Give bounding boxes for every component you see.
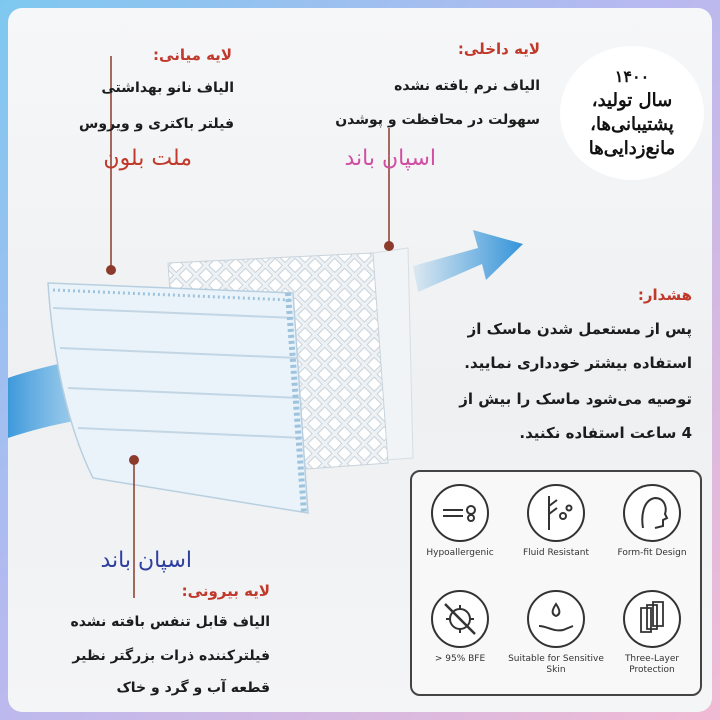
stamp-line-2: پشتیبانی‌ها، [590, 114, 674, 135]
feature-bfe [412, 590, 508, 665]
outer-layer-title: لایه بیرونی: [181, 582, 270, 600]
outer-layer-line-3: قطعه آب و گرد و خاک [116, 680, 270, 696]
bfe-caption: > 95% BFE [434, 654, 486, 664]
inner-layer-dot [384, 241, 394, 251]
feature-fluid-resistant [508, 484, 604, 559]
slogan-stamp [560, 46, 704, 180]
sensitive-skin-caption: Suitable for Sensitive Skin [508, 654, 604, 675]
three-layer-icon [623, 590, 681, 648]
outer-layer-dot [129, 455, 139, 465]
inner-layer-line-1: الیاف نرم بافته نشده [394, 78, 540, 94]
middle-layer-title: لایه میانی: [153, 46, 232, 64]
feature-form-fit [604, 484, 700, 559]
inner-layer-title: لایه داخلی: [457, 40, 540, 58]
three-layer-caption: Three-Layer Protection [624, 654, 680, 675]
slogan-stamp-text [589, 65, 675, 161]
middle-layer-dot [106, 265, 116, 275]
feature-three-layer [604, 590, 700, 676]
middle-layer-line-1: الیاف نانو بهداشتی [101, 80, 234, 96]
form-fit-caption: Form-fit Design [617, 548, 687, 558]
feature-hypoallergenic [412, 484, 508, 559]
stamp-line-1: سال تولید، [591, 90, 673, 111]
warning-title: هشدار: [637, 286, 692, 304]
fluid-resistant-icon [527, 484, 585, 542]
stamp-line-3: مانع‌زدایی‌ها [588, 138, 676, 159]
warning-line-4: 4 ساعت استفاده نکنید. [519, 424, 692, 442]
fluid-resistant-caption: Fluid Resistant [523, 548, 589, 558]
stamp-year: ۱۴۰۰ [614, 67, 650, 86]
sensitive-skin-icon [527, 590, 585, 648]
form-fit-design-icon [623, 484, 681, 542]
inner-layer-line-2: سهولت در محافظت و پوشدن [335, 112, 540, 128]
warning-line-2: استفاده بیشتر خودداری نمایید. [464, 354, 692, 372]
infographic-card [8, 8, 712, 712]
middle-layer-line-2: فیلتر باکتری و ویروس [79, 116, 234, 132]
inner-spunbond-label: اسپان باند [344, 146, 436, 171]
features-panel [410, 470, 702, 696]
bfe-icon [431, 590, 489, 648]
outer-spunbond-label: اسپان باند [100, 548, 192, 573]
outer-layer-line-2: فیلترکننده ذرات بزرگتر نظیر [72, 648, 270, 664]
warning-line-1: پس از مستعمل شدن ماسک از [467, 320, 692, 338]
hypoallergenic-caption: Hypoallergenic [426, 548, 494, 558]
warning-line-3: توصیه می‌شود ماسک را بیش از [459, 390, 692, 408]
outbound-air-arrow [413, 230, 523, 292]
hypoallergenic-icon [431, 484, 489, 542]
feature-sensitive-skin [508, 590, 604, 676]
outer-layer-line-1: الیاف قابل تنفس بافته نشده [70, 614, 270, 630]
meltblown-label: ملت بلون [103, 146, 192, 171]
